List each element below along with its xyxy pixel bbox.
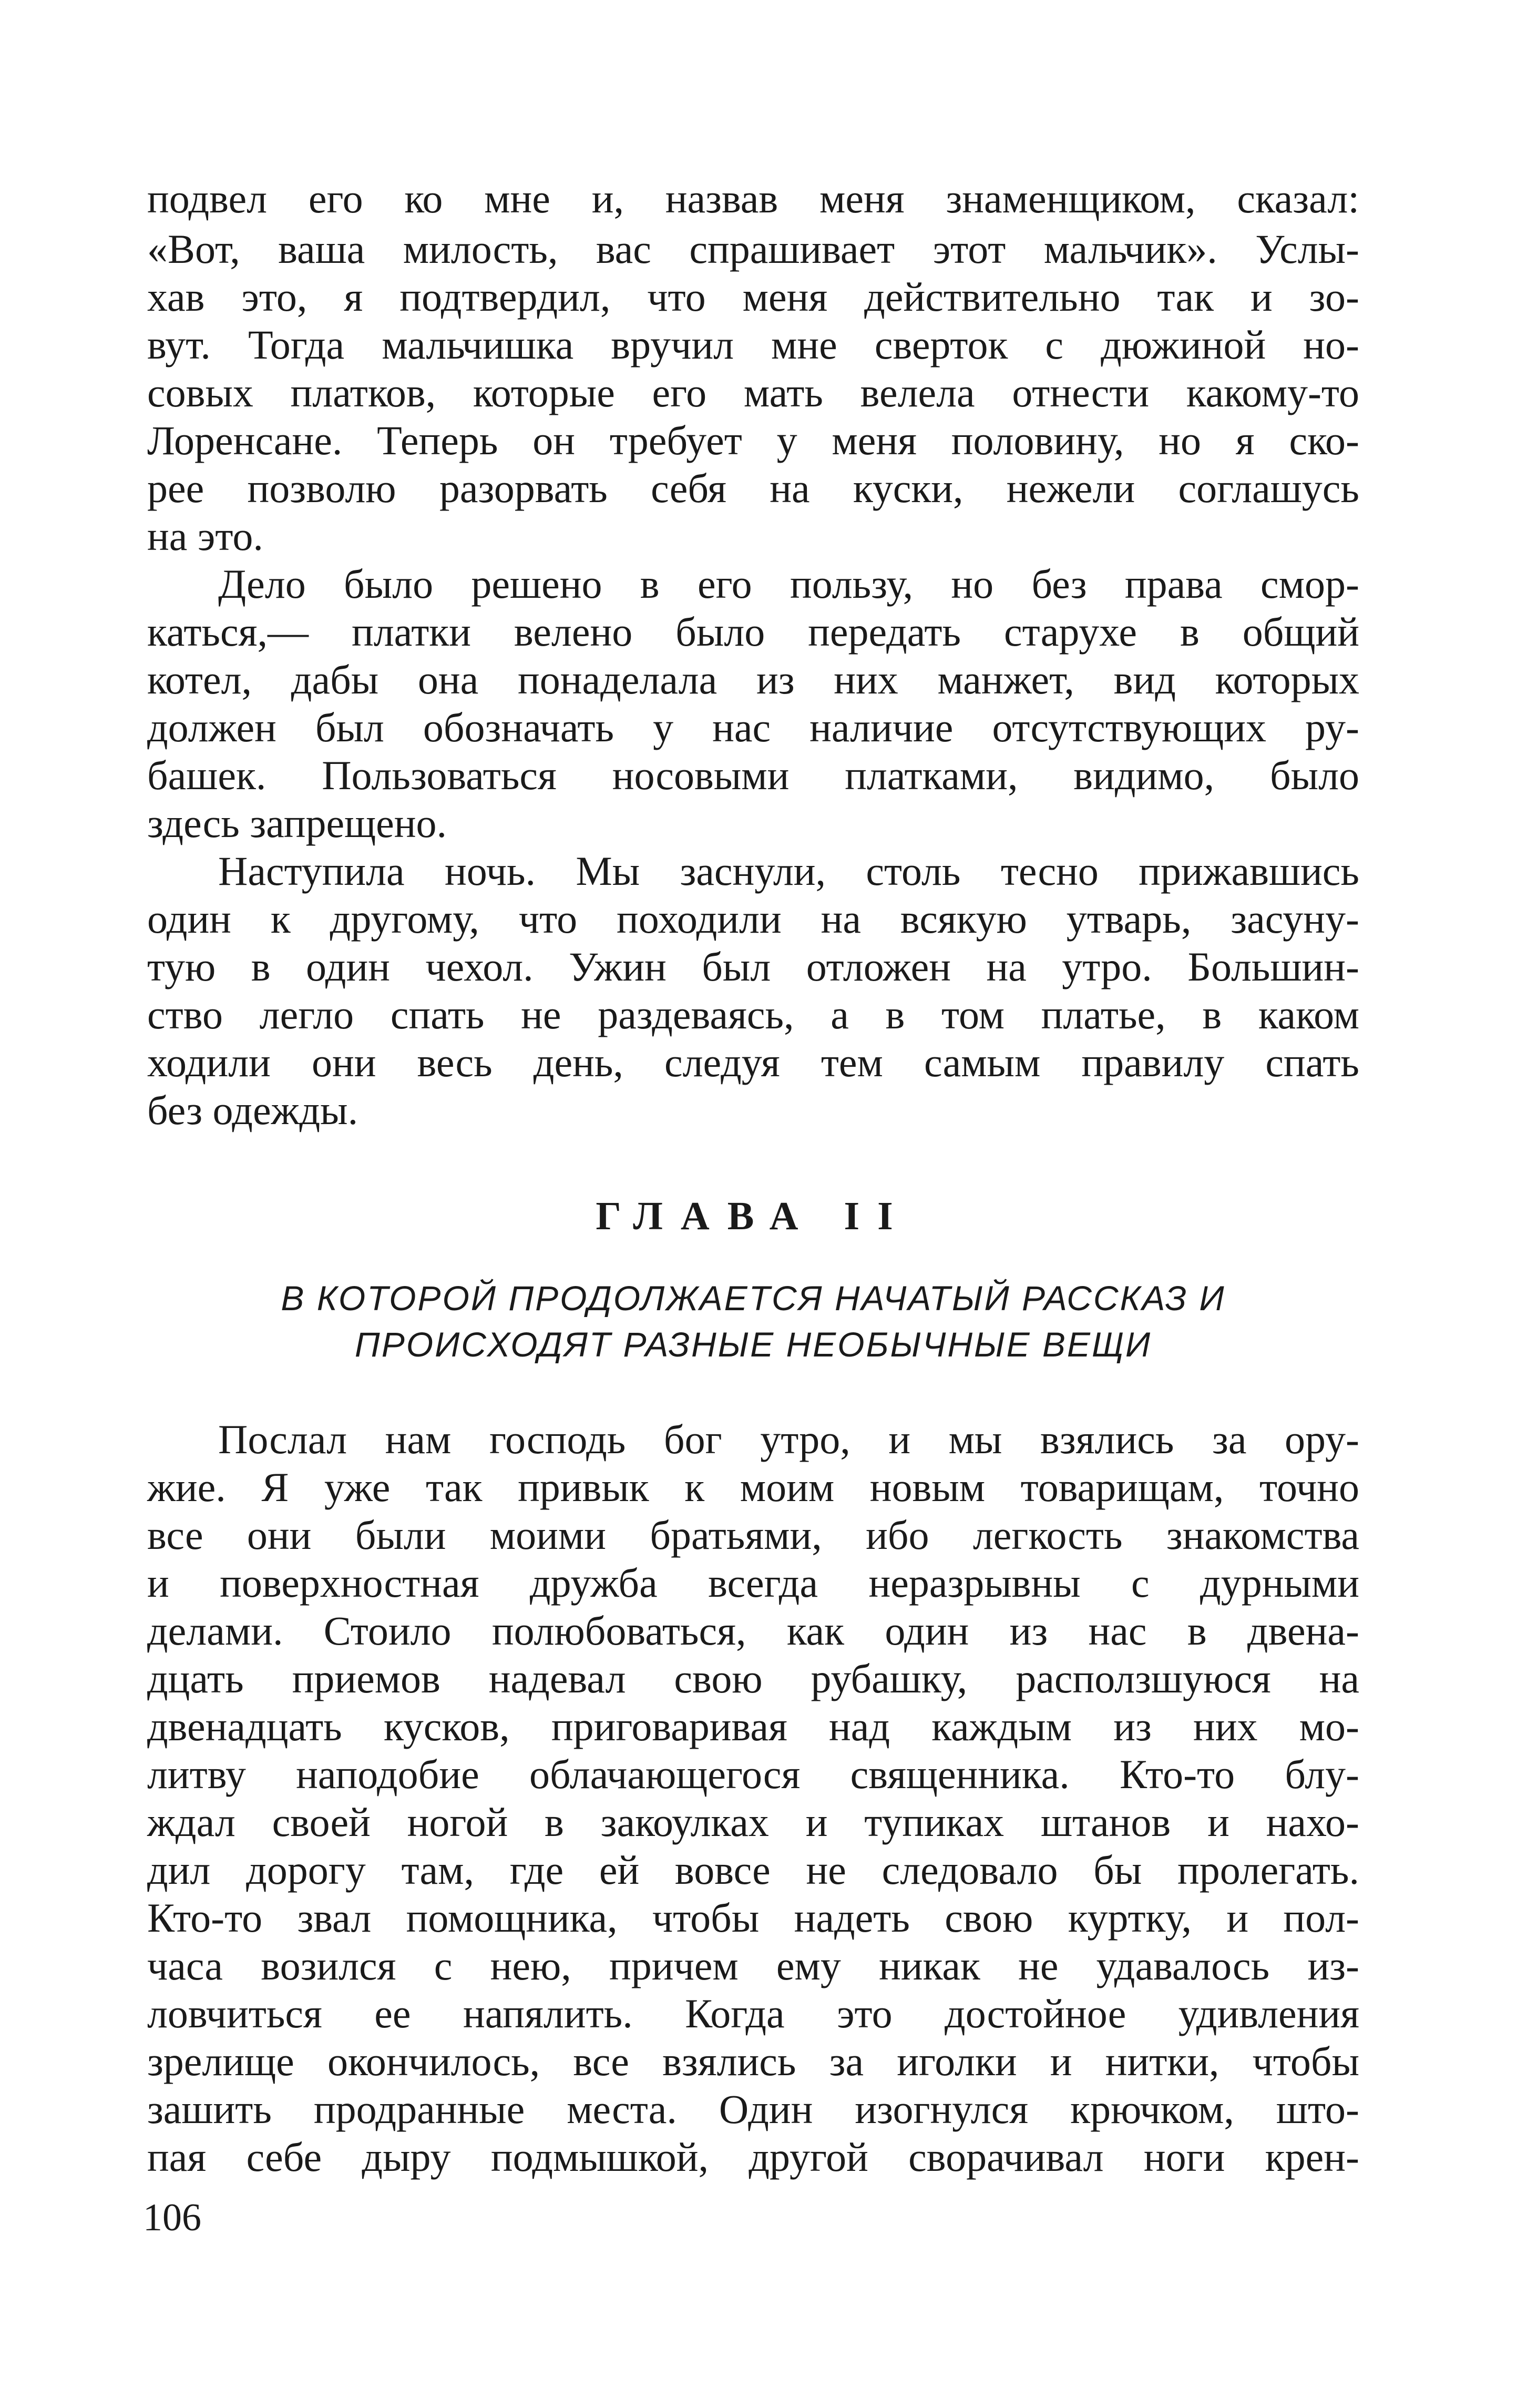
- text-line: делами. Стоило полюбоваться, как один из нас в двена-: [147, 1608, 1359, 1654]
- text-line: Кто-то звал помощника, чтобы надеть свою куртку, и пол-: [147, 1895, 1359, 1941]
- text-line: подвел его ко мне и, назвав меня знаменщиком, сказал:: [147, 176, 1359, 221]
- text-line: двенадцать кусков, приговаривая над каждым из них мо-: [147, 1703, 1359, 1749]
- text-line: без одежды.: [147, 1087, 358, 1133]
- text-line: на это.: [147, 513, 263, 559]
- text-line: литву наподобие облачающегося священника. Кто-то блу-: [147, 1751, 1359, 1797]
- text-line: вут. Тогда мальчишка вручил мне сверток с дюжиной но-: [147, 322, 1359, 368]
- text-line: котел, дабы она понаделала из них манжет, вид которых: [147, 657, 1359, 702]
- text-line: должен был обозначать у нас наличие отсутствующих ру-: [147, 705, 1359, 750]
- page-number: 106: [143, 2196, 201, 2239]
- chapter-heading: ГЛАВА II: [596, 1194, 911, 1238]
- text-line: дцать приемов надевал свою рубашку, расползшуюся на: [147, 1656, 1359, 1701]
- chapter-subtitle-line-1: В КОТОРОЙ ПРОДОЛЖАЕТСЯ НАЧАТЫЙ РАССКАЗ И: [281, 1279, 1226, 1318]
- text-line: и поверхностная дружба всегда неразрывны с дурными: [147, 1560, 1359, 1606]
- chapter-subtitle-line-2: ПРОИСХОДЯТ РАЗНЫЕ НЕОБЫЧНЫЕ ВЕЩИ: [354, 1325, 1152, 1364]
- text-line: башек. Пользоваться носовыми платками, видимо, было: [147, 752, 1359, 798]
- text-line: зрелище окончилось, все взялись за иголки и нитки, чтобы: [147, 2038, 1359, 2084]
- text-line: зашить продранные места. Один изогнулся крючком, што-: [147, 2086, 1359, 2132]
- text-line: жие. Я уже так привык к моим новым товарищам, точно: [147, 1464, 1359, 1510]
- text-line: дил дорогу там, где ей вовсе не следовало бы пролегать.: [147, 1847, 1359, 1893]
- text-line: тую в один чехол. Ужин был отложен на утро. Большин-: [147, 944, 1359, 989]
- text-line: ство легло спать не раздеваясь, а в том платье, в каком: [147, 992, 1359, 1037]
- text-line: ходили они весь день, следуя тем самым правилу спать: [147, 1039, 1359, 1085]
- text-line: Наступила ночь. Мы заснули, столь тесно прижавшись: [218, 848, 1359, 894]
- text-line: хав это, я подтвердил, что меня действительно так и зо-: [147, 274, 1359, 320]
- text-line: ждал своей ногой в закоулках и тупиках штанов и нахо-: [147, 1799, 1359, 1845]
- text-line: все они были моими братьями, ибо легкость знакомства: [147, 1512, 1359, 1558]
- text-line: один к другому, что походили на всякую утварь, засуну-: [147, 896, 1359, 942]
- text-line: часа возился с нею, причем ему никак не удавалось из-: [147, 1943, 1359, 1988]
- text-line: «Вот, ваша милость, вас спрашивает этот мальчик». Услы-: [147, 226, 1359, 272]
- text-line: здесь запрещено.: [147, 800, 447, 846]
- text-line: Лоренсане. Теперь он требует у меня половину, но я ско-: [147, 417, 1359, 463]
- text-line: совых платков, которые его мать велела отнести какому-то: [147, 370, 1359, 415]
- text-line: Послал нам господь бог утро, и мы взялись за ору-: [218, 1416, 1359, 1462]
- text-line: пая себе дыру подмышкой, другой сворачивал ноги крен-: [147, 2134, 1359, 2180]
- text-line: Дело было решено в его пользу, но без права смор-: [218, 561, 1359, 607]
- text-line: ловчиться ее напялить. Когда это достойное удивления: [147, 1991, 1359, 2036]
- text-line: рее позволю разорвать себя на куски, нежели соглашусь: [147, 465, 1359, 511]
- text-line: каться,— платки велено было передать старухе в общий: [147, 609, 1359, 655]
